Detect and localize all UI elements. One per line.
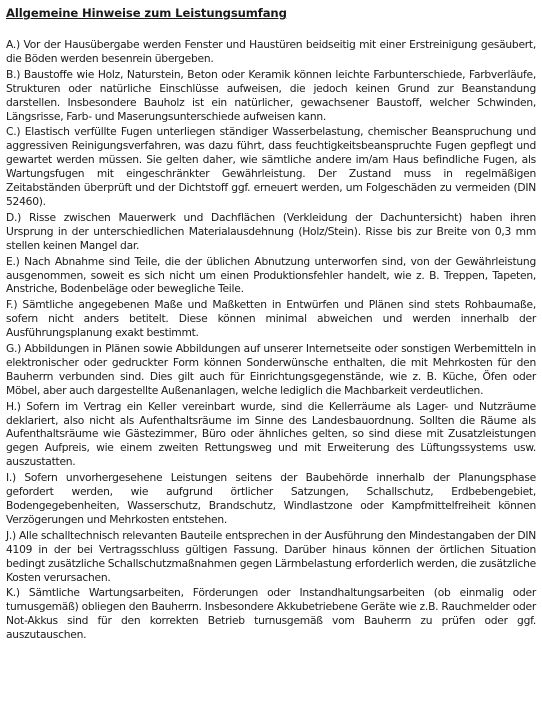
paragraph-c: C.) Elastisch verfüllte Fugen unterliegen ständiger Wasserbelastung, chemischer Beanspruchung und aggressiven Reinigungsverfahren, was dazu führt, dass feuchtigkeitsbeanspruchte Fugen gepflegt und gewartet werden müssen. Sie gelten daher, wie sämtliche andere im/am Haus befindliche Fugen, als Wartungsfugen mit eingeschränkter Gewährleistung. Der Zustand muss in regelmäßigen Zeitabständen überprüft und der Dichtstoff ggf. erneuert werden, um Folgeschäden zu vermeiden (DIN 52460).	[6, 125, 536, 208]
paragraph-a: A.) Vor der Hausübergabe werden Fenster und Haustüren beidseitig mit einer Erstreinigung gesäubert, die Böden werden besenrein übergeben.	[6, 38, 536, 65]
document-page	[6, 6, 536, 696]
paragraph-d: D.) Risse zwischen Mauerwerk und Dachflächen (Verkleidung der Dachuntersicht) haben ihren Ursprung in der unterschiedlichen Materialausdehnung (Holz/Stein). Risse bis zur Breite von 0,3 mm stellen keinen Mangel dar.	[6, 210, 536, 252]
paragraph-f: F.) Sämtliche angegebenen Maße und Maßketten in Entwürfen und Plänen sind stets Rohbaumaße, sofern nicht anders betitelt. Diese können minimal abweichen und werden innerhalb der Ausführungsplanung exakt bestimmt.	[6, 298, 536, 340]
document-heading: Allgemeine Hinweise zum Leistungsumfang	[6, 6, 287, 20]
paragraph-h: H.) Sofern im Vertrag ein Keller vereinbart wurde, sind die Kellerräume als Lager- und Nutzräume deklariert, also nicht als Aufenthaltsräume im Sinne des Landesbauordnung. Sollten die Räume als Aufenthaltsräume wie Gästezimmer, Büro oder ähnliches gelten, so sind diese mit Zusatzleistungen gegen Aufpreis, wie einem zweiten Rettungsweg und mit Erweiterung des Lüftungssystems usw. auszustatten.	[6, 399, 536, 469]
paragraph-b: B.) Baustoffe wie Holz, Naturstein, Beton oder Keramik können leichte Farbunterschiede, Farbverläufe, Strukturen oder natürliche Einschlüsse aufweisen, die jedoch keinen Grund zur Beanstandung darstellen. Insbesondere Bauholz ist ein natürlicher, gewachsener Baustoff, welcher Schwinden, Längsrisse, Farb- und Maserungsunterschiede aufweisen kann.	[6, 67, 536, 123]
paragraph-j: J.) Alle schalltechnisch relevanten Bauteile entsprechen in der Ausführung den Mindestangaben der DIN 4109 in der bei Vertragsschluss gültigen Fassung. Darüber hinaus können der örtlichen Situation bedingt zusätzliche Schallschutzmaßnahmen gegen Lärmbelastung erforderlich werden, die zusätzliche Kosten verursachen.	[6, 528, 536, 584]
paragraph-g: G.) Abbildungen in Plänen sowie Abbildungen auf unserer Internetseite oder sonstigen Werbemitteln in elektronischer oder gedruckter Form können Sonderwünsche enthalten, die mit Mehrkosten für den Bauherrn verbunden sind. Dies gilt auch für Einrichtungsgegenstände, wie z. B. Küche, Öfen oder Möbel, aber auch dargestellte Außenanlagen, welche lediglich die Machbarkeit verdeutlichen.	[6, 342, 536, 397]
paragraph-k: K.) Sämtliche Wartungsarbeiten, Förderungen oder Instandhaltungsarbeiten (ob einmalig oder turnusgemäß) obliegen den Bauherrn. Insbesondere Akkubetriebene Geräte wie z.B. Rauchmelder oder Not-Akkus sind für den korrekten Betrieb turnusgemäß vom Bauherrn zu prüfen oder ggf. auszutauschen.	[6, 586, 536, 642]
paragraph-e: E.) Nach Abnahme sind Teile, die der üblichen Abnutzung unterworfen sind, von der Gewährleistung ausgenommen, soweit es sich nicht um einen Produktionsfehler handelt, wie z. B. Treppen, Tapeten, Anstriche, Bodenbeläge oder bewegliche Teile.	[6, 254, 536, 296]
paragraph-i: I.) Sofern unvorhergesehene Leistungen seitens der Baubehörde innerhalb der Planungsphase gefordert werden, wie aufgrund örtlicher Satzungen, Schallschutz, Erdbebengebiet, Bodengegebenheiten, Wasserschutz, Brandschutz, Windlastzone oder Kampfmittelfreiheit können Verzögerungen und Mehrkosten entstehen.	[6, 471, 536, 526]
